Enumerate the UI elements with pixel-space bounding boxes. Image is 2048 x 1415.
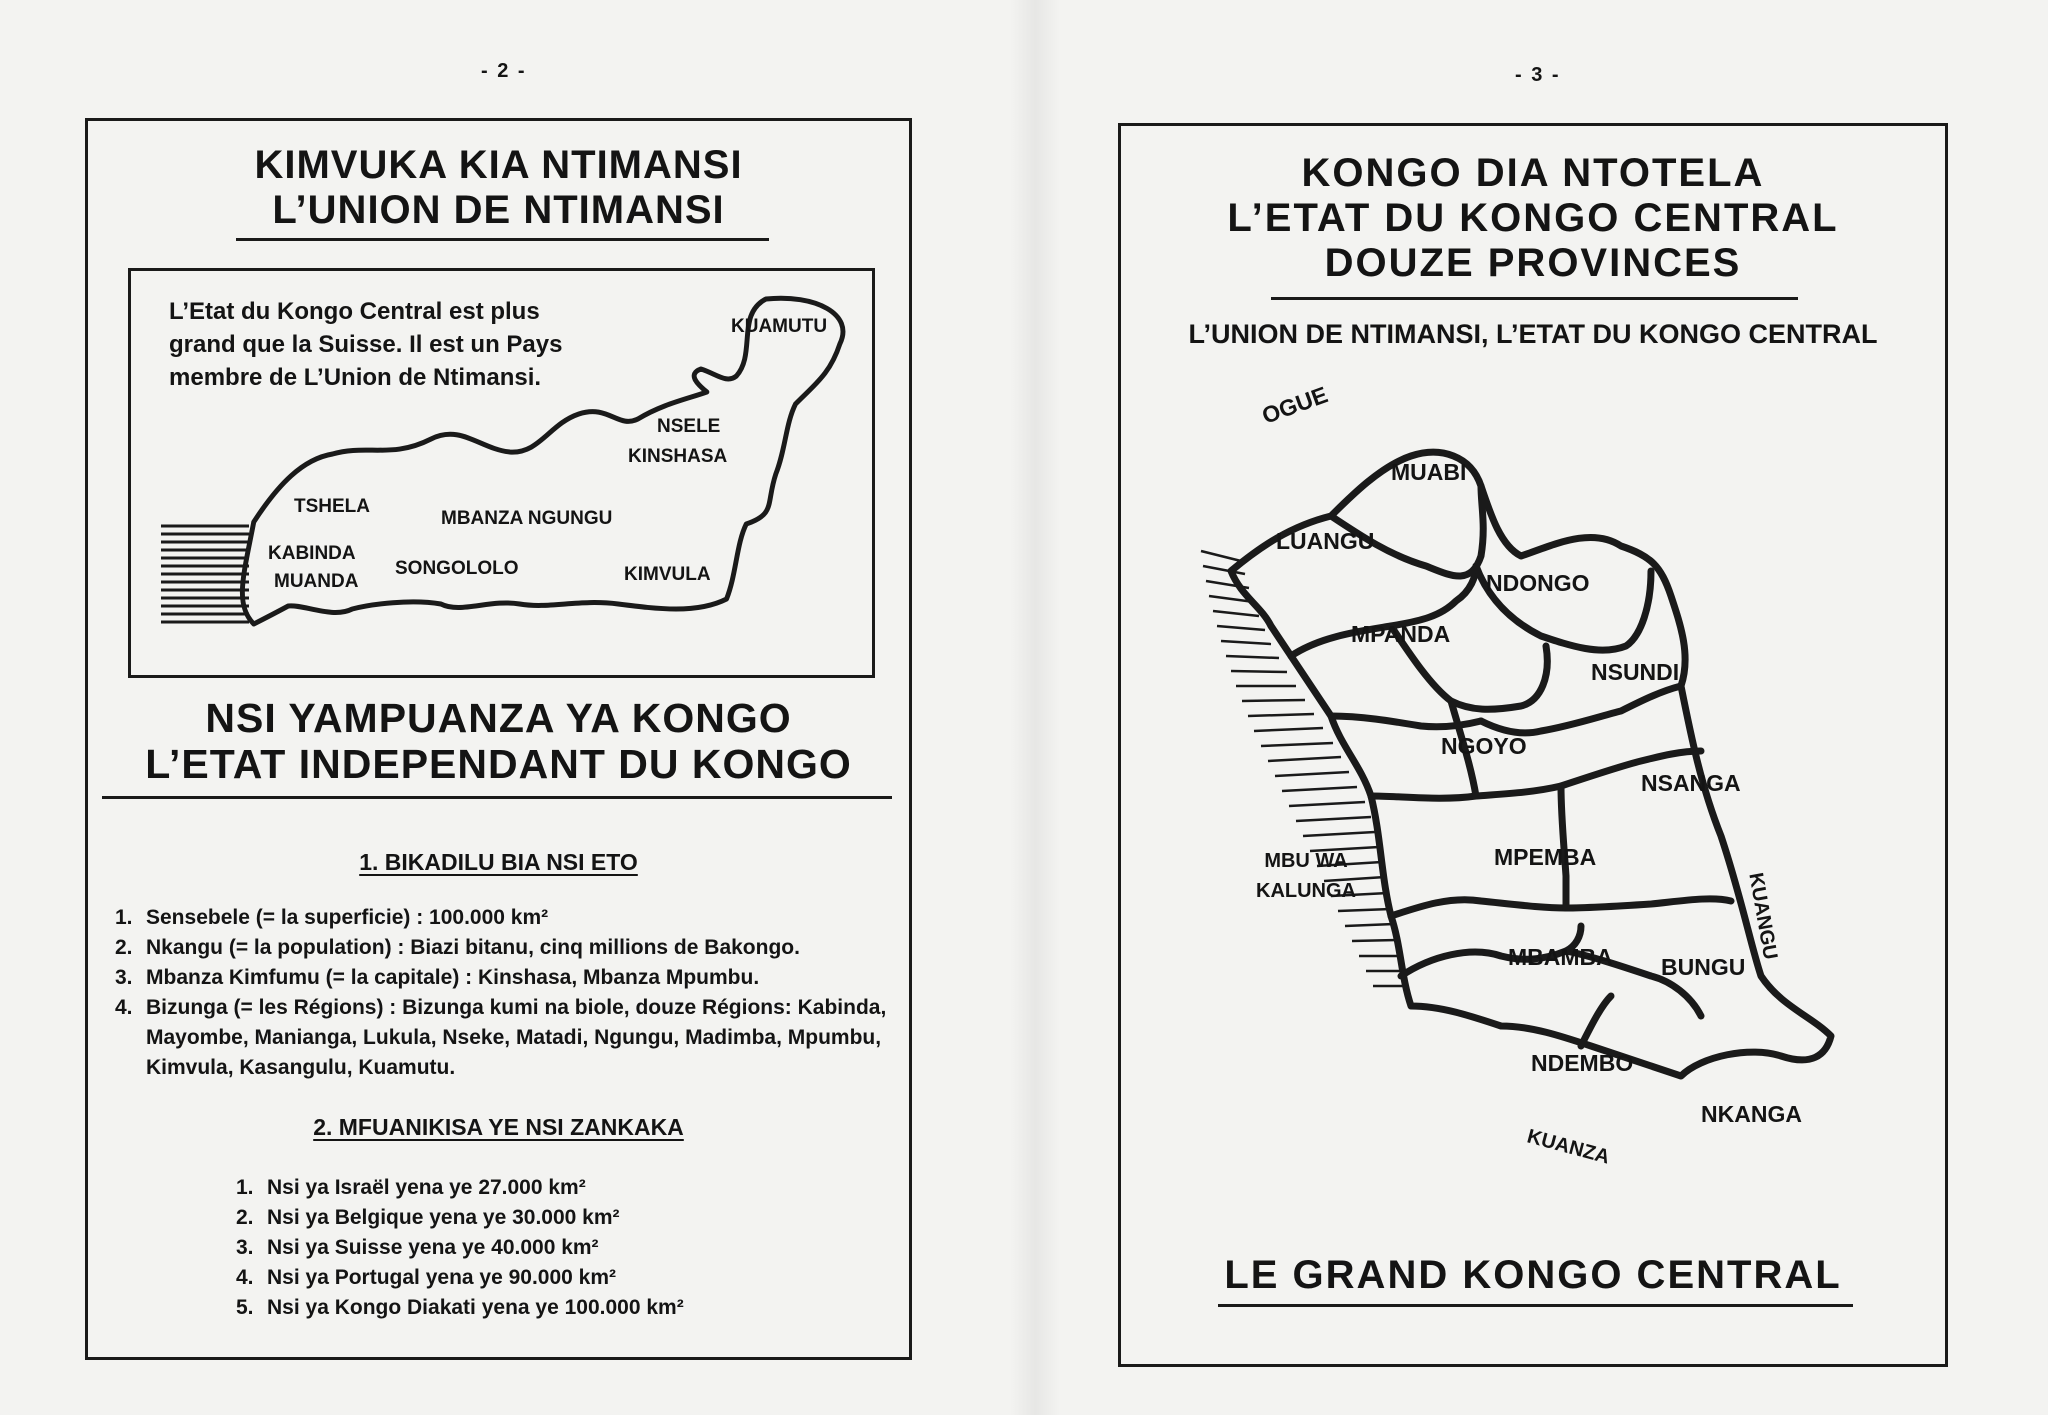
right-page-frame — [1118, 123, 1948, 1367]
right-title-line-3: DOUZE PROVINCES — [1324, 240, 1742, 285]
map-caption-line-1: L’Etat du Kongo Central est plus — [169, 298, 540, 325]
section-2-list — [236, 1173, 876, 1323]
province-kuanza: KUANZA — [1524, 1125, 1612, 1169]
section-1-heading-text: 1. BIKADILU BIA NSI ETO — [359, 849, 638, 875]
map-label-songololo: SONGOLOLO — [395, 558, 519, 579]
list-item: 3. Nsi ya Suisse yena ye 40.000 km² — [236, 1236, 599, 1259]
map-label-kuamutu: KUAMUTU — [731, 316, 828, 337]
map-caption-line-2: grand que la Suisse. Il est un Pays — [169, 331, 563, 358]
right-title-line-1: KONGO DIA NTOTELA — [1301, 151, 1765, 195]
right-page-subtitle: L’UNION DE NTIMANSI, L’ETAT DU KONGO CENTRAL — [1188, 319, 1878, 349]
province-mpemba: MPEMBA — [1494, 844, 1597, 870]
right-page-footer-title: LE GRAND KONGO CENTRAL — [1224, 1253, 1842, 1297]
right-page-title — [1121, 151, 1945, 285]
province-nsanga: NSANGA — [1641, 770, 1741, 796]
province-kuangu: KUANGU — [1744, 871, 1782, 962]
coast-hatching — [161, 526, 249, 622]
section-2-heading — [88, 1114, 909, 1141]
ocean-label-line-1: MBU WA — [1264, 850, 1348, 872]
list-item: 5. Nsi ya Kongo Diakati yena ye 100.000 km² — [236, 1296, 684, 1319]
page-number-left: - 2 - — [481, 60, 527, 82]
left-subtitle-line-1: NSI YAMPUANZA YA KONGO — [205, 695, 792, 741]
map-label-kimvula: KIMVULA — [624, 564, 711, 585]
province-ndongo: NDONGO — [1486, 570, 1590, 596]
left-title-line-2: L’UNION DE NTIMANSI — [272, 187, 725, 232]
ocean-label-line-2: KALUNGA — [1256, 880, 1356, 902]
list-item: 3. Mbanza Kimfumu (= la capitale) : Kinshasa, Mbanza Mpumbu. — [115, 966, 760, 989]
list-item: 2. Nsi ya Belgique yena ye 30.000 km² — [236, 1206, 620, 1229]
left-subtitle-underline — [102, 796, 892, 799]
kongo-central-map — [128, 268, 875, 678]
map-label-nsele: NSELE — [657, 416, 721, 437]
province-ogue: OGUE — [1258, 381, 1331, 429]
left-page-frame — [85, 118, 912, 1360]
page-number-right: - 3 - — [1515, 64, 1561, 86]
section-1-heading — [88, 849, 909, 876]
right-title-underline — [1271, 297, 1798, 300]
section-1-list — [115, 903, 895, 1083]
ocean-hatching — [1201, 551, 1404, 986]
page-fold — [1010, 0, 1060, 1415]
map-label-kinshasa: KINSHASA — [628, 446, 728, 467]
province-bungu: BUNGU — [1661, 954, 1746, 980]
map-label-tshela: TSHELA — [294, 496, 370, 517]
section-2-heading-text: 2. MFUANIKISA YE NSI ZANKAKA — [313, 1114, 684, 1140]
province-ngoyo: NGOYO — [1441, 733, 1527, 759]
province-nkanga: NKANGA — [1701, 1101, 1802, 1127]
province-ndembo: NDEMBO — [1531, 1050, 1634, 1076]
province-nsundi: NSUNDI — [1591, 659, 1680, 685]
province-mbamba: MBAMBA — [1508, 944, 1613, 970]
map-label-kabinda: KABINDA — [268, 543, 356, 564]
left-title-line-1: KIMVUKA KIA NTIMANSI — [254, 143, 743, 187]
list-item: 1. Sensebele (= la superficie) : 100.000 km² — [115, 906, 549, 929]
map-label-mbanza-ngungu: MBANZA NGUNGU — [441, 508, 613, 529]
province-luangu: LUANGU — [1276, 528, 1375, 554]
province-mpanda: MPANDA — [1351, 621, 1451, 647]
footer-title-underline — [1218, 1304, 1853, 1307]
left-subtitle-line-2: L’ETAT INDEPENDANT DU KONGO — [145, 740, 852, 787]
province-muabi: MUABI — [1391, 459, 1467, 485]
list-item: 4. Bizunga (= les Régions) : Bizunga kumi na biole, douze Régions: Kabinda, Mayombe, Manianga, Lukula, Nseke, Matadi, Ngungu, Madimba, Mpumbu, Kimvula, Kasangulu, Kuamutu. — [115, 996, 887, 1079]
list-item: 4. Nsi ya Portugal yena ye 90.000 km² — [236, 1266, 617, 1289]
left-page-title — [88, 143, 909, 233]
left-page-subtitle — [88, 696, 909, 788]
right-title-line-2: L’ETAT DU KONGO CENTRAL — [1227, 195, 1839, 240]
list-item: 2. Nkangu (= la population) : Biazi bitanu, cinq millions de Bakongo. — [115, 936, 800, 959]
left-title-underline — [236, 238, 769, 241]
map-label-muanda: MUANDA — [274, 571, 359, 592]
list-item: 1. Nsi ya Israël yena ye 27.000 km² — [236, 1176, 586, 1199]
map-caption — [169, 295, 562, 394]
ocean-label — [1256, 846, 1356, 906]
douze-provinces-map — [1121, 356, 1951, 1256]
map-caption-line-3: membre de L’Union de Ntimansi. — [169, 364, 542, 391]
